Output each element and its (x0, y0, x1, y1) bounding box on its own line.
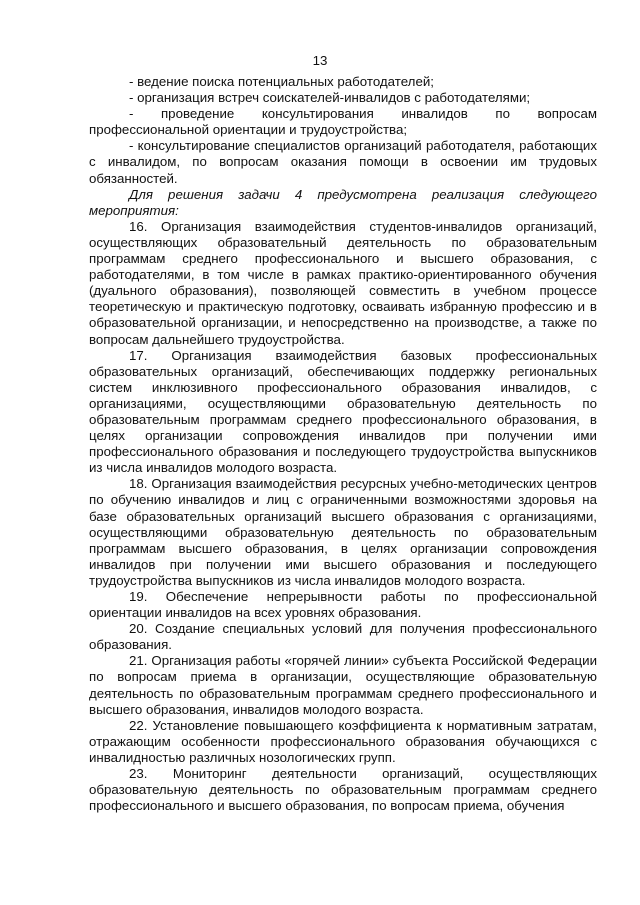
paragraph: 23. Мониторинг деятельности организаций, осуществляющих образовательную деятельность по образовательным программам среднего профессионального и высшего образования, по вопросам приема, обучения (89, 766, 597, 814)
paragraph: - проведение консультирования инвалидов по вопросам профессиональной ориентации и трудоустройства; (89, 106, 597, 138)
paragraph: - организация встреч соискателей-инвалидов с работодателями; (129, 90, 531, 106)
paragraph: - ведение поиска потенциальных работодателей; (129, 74, 434, 89)
paragraph: 18. Организация взаимодействия ресурсных учебно-методических центров по обучению инвалидов и лиц с ограниченными возможностями здоровья на базе образовательных организаций высшего образования с организациями, осуществляющими образовательную деятельность по образовательным программам высшего образования, в целях организации сопровождения инвалидов при получении ими высшего образования и последующего трудоустройства выпускников из числа инвалидов молодого возраста. (89, 476, 597, 588)
page-number: 13 (312, 53, 328, 68)
paragraph: 22. Установление повышающего коэффициента к нормативным затратам, отражающим особенности профессионального образования обучающихся с инвалидностью различных нозологических групп. (89, 717, 597, 765)
paragraph: 21. Организация работы «горячей линии» субъекта Российской Федерации по вопросам приема в организации, осуществляющие образовательную деятельность по образовательным программам среднего профессионального и высшего образования, инвалидов молодого возраста. (89, 653, 597, 717)
paragraph: - консультирование специалистов организаций работодателя, работающих с инвалидом, по вопросам оказания помощи в освоении им трудовых обязанностей. (89, 138, 597, 186)
paragraph: 20. Создание специальных условий для получения профессионального образования. (89, 621, 597, 653)
page-body (89, 74, 597, 814)
paragraph: Для решения задачи 4 предусмотрена реализация следующего мероприятия: (89, 186, 597, 218)
paragraph: 16. Организация взаимодействия студентов-инвалидов организаций, осуществляющих образовательный деятельность по образовательным программам среднего профессионального и высшего образования, с работодателями, в том числе в рамках практико-ориентированного обучения (дуального образования), позволяющей совместить в учебном процессе теоретическую и практическую подготовку, осваивать избранную профессию и в образовательной организации, и непосредственно на производстве, а также по вопросам дальнейшего трудоустройства. (89, 218, 597, 347)
paragraph: 19. Обеспечение непрерывности работы по профессиональной ориентации инвалидов на всех уровнях образования. (89, 589, 597, 621)
paragraph: 17. Организация взаимодействия базовых профессиональных образовательных организаций, обеспечивающих поддержку региональных систем инклюзивного профессионального образования инвалидов, с организациями, осуществляющими образовательную деятельность по образовательным программам среднего профессионального образования, в целях организации сопровождения инвалидов при получении ими профессионального образования и последующего трудоустройства выпускников из числа инвалидов молодого возраста. (89, 347, 597, 476)
